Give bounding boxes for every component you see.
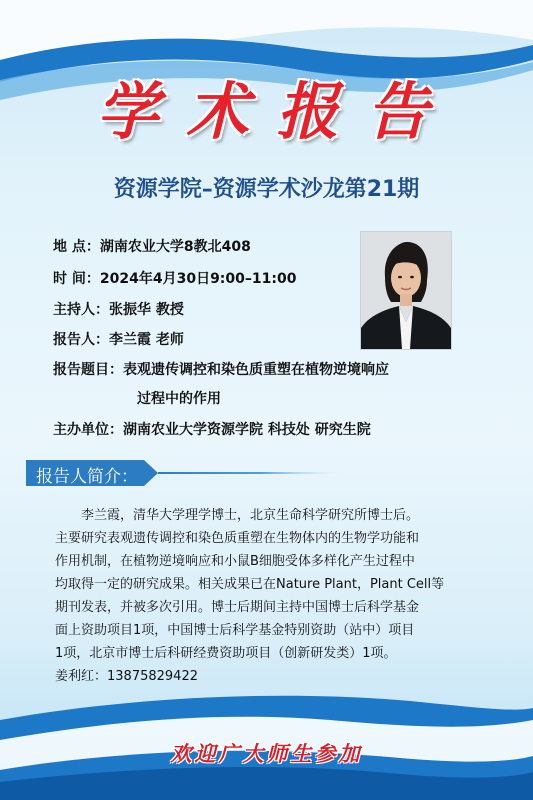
speaker-portrait-image <box>361 232 451 349</box>
poster-subtitle: 资源学院–资源学术沙龙第21期 <box>113 177 420 202</box>
bio-line: 面上资助项目1项，中国博士后科学基金特别资助（站中）项目 <box>55 623 415 638</box>
location-value: 湖南农业大学8教北408 <box>99 239 251 255</box>
location-row <box>53 236 251 256</box>
organizer-value: 湖南农业大学资源学院 科技处 研究生院 <box>123 422 371 438</box>
topic-row <box>53 359 389 379</box>
bio-line: 作用机制，在植物逆境响应和小鼠B细胞受体多样化产生过程中 <box>55 554 415 569</box>
speaker-label: 报告人： <box>53 332 109 348</box>
location-label: 地 点： <box>53 239 100 255</box>
topic-value-line2: 过程中的作用 <box>137 391 221 407</box>
bio-line: 1项，北京市博士后科研经费资助项目（创新研发类）1项。 <box>55 646 397 661</box>
time-value: 2024年4月30日9:00–11:00 <box>99 271 297 287</box>
host-row <box>53 299 184 319</box>
contact-line: 姜利红：13875829422 <box>55 669 198 684</box>
speaker-value: 李兰霞 老师 <box>109 332 184 348</box>
bio-heading-bar <box>26 460 346 486</box>
topic-label: 报告题目： <box>53 362 123 378</box>
speaker-row <box>53 329 184 349</box>
bio-line: 期刊发表，并被多次引用。博士后期间主持中国博士后科学基金 <box>55 600 420 615</box>
time-label: 时 间： <box>53 271 100 287</box>
bio-line: 均取得一定的研究成果。相关成果已在Nature Plant，Plant Cell等 <box>55 577 445 592</box>
organizer-row <box>53 419 371 439</box>
organizer-label: 主办单位： <box>53 422 123 438</box>
poster-title: 学术报告 <box>96 75 457 148</box>
bio-line: 主要研究表观遗传调控和染色质重塑在生物体内的生物学功能和 <box>55 531 420 546</box>
topic-row-continued <box>137 388 221 408</box>
speaker-bio <box>55 504 485 688</box>
speaker-photo <box>360 231 452 350</box>
welcome-slogan: 欢迎广大师生参加 <box>170 741 363 766</box>
host-label: 主持人： <box>53 302 109 318</box>
bio-line: 李兰霞，清华大学理学博士，北京生命科学研究所博士后。 <box>55 508 420 523</box>
bio-heading: 报告人简介： <box>36 467 138 487</box>
host-value: 张振华 教授 <box>109 302 184 318</box>
topic-value-line1: 表观遗传调控和染色质重塑在植物逆境响应 <box>123 362 389 378</box>
time-row <box>53 268 296 288</box>
